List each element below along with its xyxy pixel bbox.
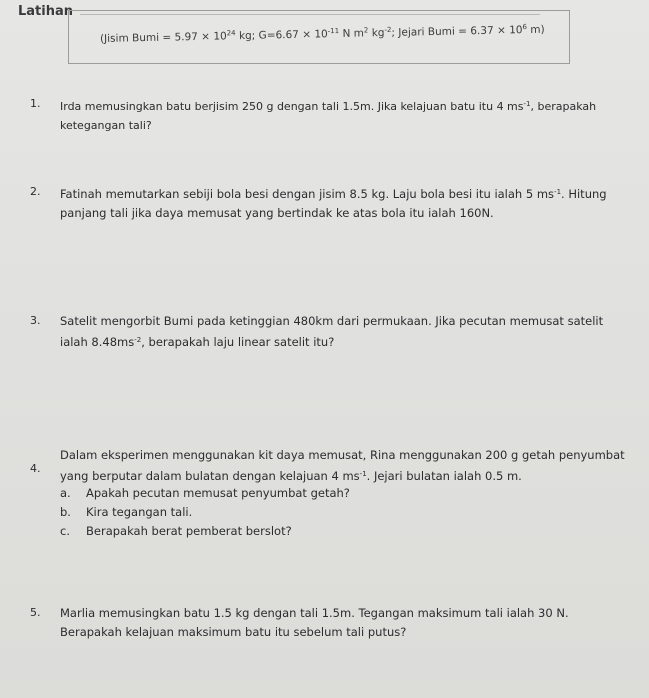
sub-question-b: b. Kira tegangan tali. <box>60 505 193 519</box>
question-text: Dalam eksperimen menggunakan kit daya memusat, Rina menggunakan 200 g getah penyumbat yang berputar dalam bulatan dengan kelajuan 4 $ms^{-1}$. Jejari bulatan ialah 0.5 m. <box>60 448 625 483</box>
question-number: 1. <box>30 97 41 110</box>
question-text: Satelit mengorbit Bumi pada ketinggian 480km dari permukaan. Jika pecutan memusat satelit ialah $8.48ms^{-2}$, berapakah laju linear satelit itu? <box>60 314 604 349</box>
question-number: 3. <box>30 314 41 327</box>
page-title: Latihan <box>18 4 74 19</box>
question-text: Fatinah memutarkan sebiji bola besi dengan jisim 8.5 kg. Laju bola besi itu ialah 5 $ms^{-1}$. Hitung panjang tali jika daya memusat yang bertindak ke atas bola itu ialah 160N. <box>60 187 607 220</box>
constants-text: (Jisim Bumi = $5.97 \times 10^{24}$ kg; $G=6.67 \times 10^{-11}$ N $m^2$ $kg^{-2}$; Jejari Bumi = $6.37 \times 10^6$ m) <box>99 23 545 45</box>
question-text: Irda memusingkan batu berjisim 250 g dengan tali 1.5m. Jika kelajuan batu itu 4 $ms^{-1}$, berapakah ketegangan tali? <box>60 100 597 132</box>
sub-question-a: a. Apakah pecutan memusat penyumbat getah? <box>60 486 350 500</box>
question-number: 4. <box>30 462 41 475</box>
question-text: Marlia memusingkan batu 1.5 kg dengan tali 1.5m. Tegangan maksimum tali ialah 30 N. Berapakah kelajuan maksimum batu itu sebelum tali putus? <box>60 606 569 639</box>
question-number: 5. <box>30 606 41 619</box>
sub-question-c: c. Berapakah berat pemberat berslot? <box>60 524 292 538</box>
question-number: 2. <box>30 185 41 198</box>
